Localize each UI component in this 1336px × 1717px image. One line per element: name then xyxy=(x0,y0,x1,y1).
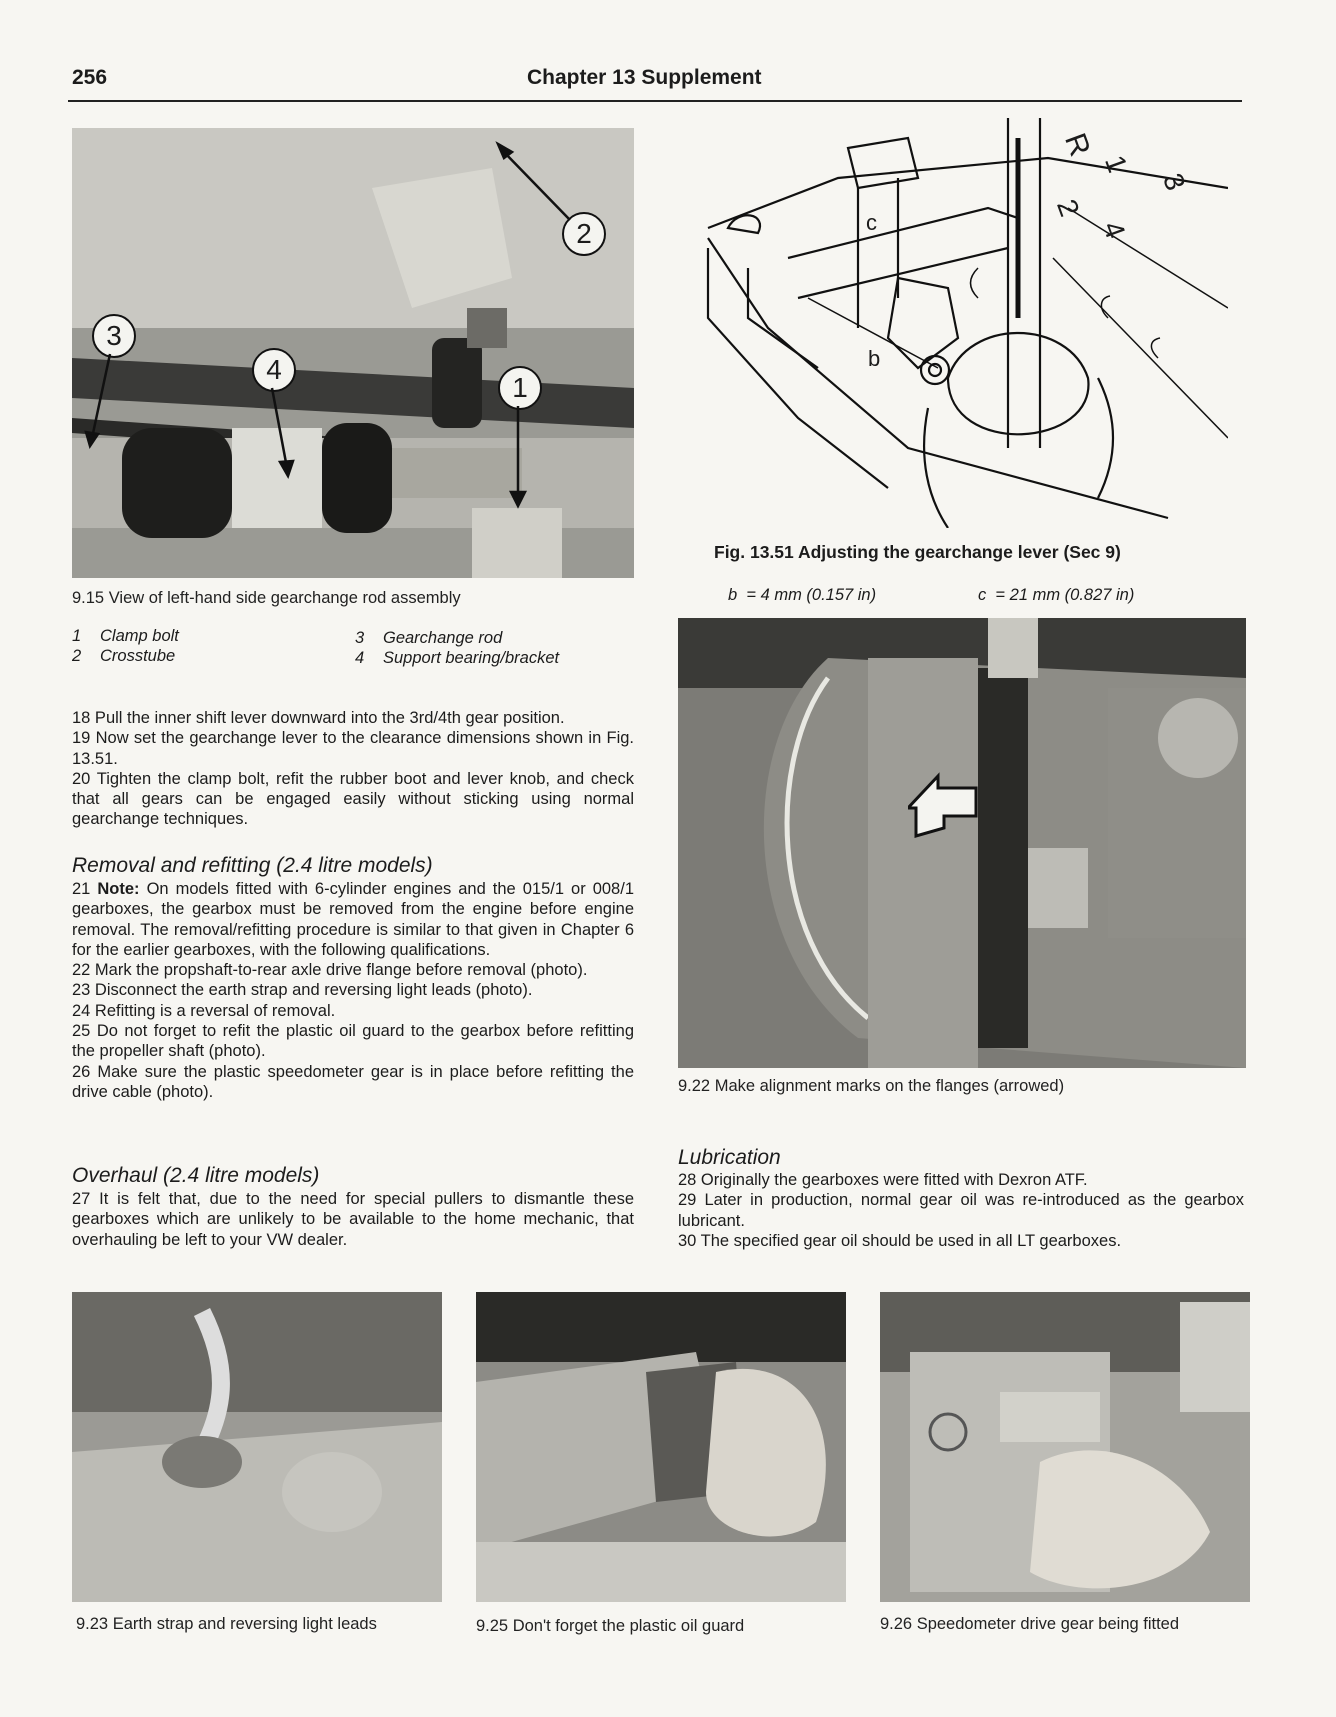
body-text-section-27 xyxy=(72,1189,634,1250)
photo-9-23 xyxy=(72,1292,442,1602)
paragraph-22: 22 Mark the propshaft-to-rear axle drive flange before removal (photo). xyxy=(72,961,588,980)
shift-pattern-label-3: 3 xyxy=(1157,169,1192,195)
callout-2: 2 xyxy=(562,212,606,256)
dimension-b-value: b = 4 mm (0.157 in) xyxy=(728,586,877,604)
photo-9-22 xyxy=(678,618,1246,1068)
paragraph-30: 30 The specified gear oil should be used in all LT gearboxes. xyxy=(678,1231,1122,1250)
figure-13-51-caption: Fig. 13.51 Adjusting the gearchange lever (Sec 9) xyxy=(714,542,1121,562)
shift-pattern-label-2: 2 xyxy=(1051,195,1086,221)
photo-9-25 xyxy=(476,1292,846,1602)
callout-1: 1 xyxy=(498,366,542,410)
legend-item-2: 2 Crosstube xyxy=(72,647,176,665)
dimension-c-value: c = 21 mm (0.827 in) xyxy=(978,586,1135,604)
body-text-section-18-20 xyxy=(72,708,634,830)
caption-9-23: 9.23 Earth strap and reversing light leads xyxy=(76,1615,377,1633)
caption-9-22: 9.22 Make alignment marks on the flanges (arrowed) xyxy=(678,1077,1065,1095)
photo-9-26 xyxy=(880,1292,1250,1602)
photo-9-15 xyxy=(72,128,634,578)
callout-arrows xyxy=(72,128,634,578)
shift-pattern-label-r: R xyxy=(1058,129,1097,161)
paragraph-23: 23 Disconnect the earth strap and reversing light leads (photo). xyxy=(72,981,533,1000)
body-text-section-21-26 xyxy=(72,879,634,1102)
paragraph-27: 27 It is felt that, due to the need for special pullers to dismantle these gearboxes which are unlikely to be available to the home mechanic, that overhauling be left to your VW dealer. xyxy=(72,1190,634,1249)
callout-3: 3 xyxy=(92,314,136,358)
paragraph-26: 26 Make sure the plastic speedometer gear is in place before refitting the drive cable (photo). xyxy=(72,1062,634,1101)
figure-13-51-drawing xyxy=(688,118,1228,528)
caption-9-25: 9.25 Don't forget the plastic oil guard xyxy=(476,1617,745,1635)
page-number: 256 xyxy=(72,66,108,89)
body-text-section-28-30 xyxy=(678,1170,1244,1251)
paragraph-19: 19 Now set the gearchange lever to the clearance dimensions shown in Fig. 13.51. xyxy=(72,729,634,768)
paragraph-21: 21 Note: On models fitted with 6-cylinder engines and the 015/1 or 008/1 gearboxes, the gearbox must be removed from the engine before engine removal. The removal/refitting procedure is similar to that given in Chapter 6 for the earlier gearboxes, with the following qualifications. xyxy=(72,880,634,959)
legend-item-3: 3 Gearchange rod xyxy=(355,629,503,647)
paragraph-28: 28 Originally the gearboxes were fitted with Dexron ATF. xyxy=(678,1171,1088,1189)
heading-removal-refitting: Removal and refitting (2.4 litre models) xyxy=(72,854,433,877)
legend-item-1: 1 Clamp bolt xyxy=(72,627,179,645)
legend-item-4: 4 Support bearing/bracket xyxy=(355,649,560,667)
callout-4: 4 xyxy=(252,348,296,392)
dimension-label-b: b xyxy=(868,346,881,371)
shift-pattern-label-4: 4 xyxy=(1097,217,1132,243)
header-rule xyxy=(68,100,1242,102)
shift-pattern-label-1: 1 xyxy=(1099,151,1134,177)
paragraph-29: 29 Later in production, normal gear oil was re-introduced as the gearbox lubricant. xyxy=(678,1191,1244,1230)
paragraph-18: 18 Pull the inner shift lever downward into the 3rd/4th gear position. xyxy=(72,709,565,727)
dimension-label-c: c xyxy=(866,210,877,235)
paragraph-20: 20 Tighten the clamp bolt, refit the rubber boot and lever knob, and check that all gears can be engaged easily without sticking using normal gearchange techniques. xyxy=(72,769,634,829)
heading-overhaul: Overhaul (2.4 litre models) xyxy=(72,1164,320,1187)
paragraph-24: 24 Refitting is a reversal of removal. xyxy=(72,1001,336,1020)
paragraph-25: 25 Do not forget to refit the plastic oil guard to the gearbox before refitting the propeller shaft (photo). xyxy=(72,1022,634,1061)
heading-lubrication: Lubrication xyxy=(678,1146,781,1169)
alignment-arrow-icon xyxy=(908,768,988,848)
chapter-title: Chapter 13 Supplement xyxy=(527,66,762,89)
caption-9-26: 9.26 Speedometer drive gear being fitted xyxy=(880,1615,1180,1633)
caption-9-15: 9.15 View of left-hand side gearchange rod assembly xyxy=(72,589,461,607)
